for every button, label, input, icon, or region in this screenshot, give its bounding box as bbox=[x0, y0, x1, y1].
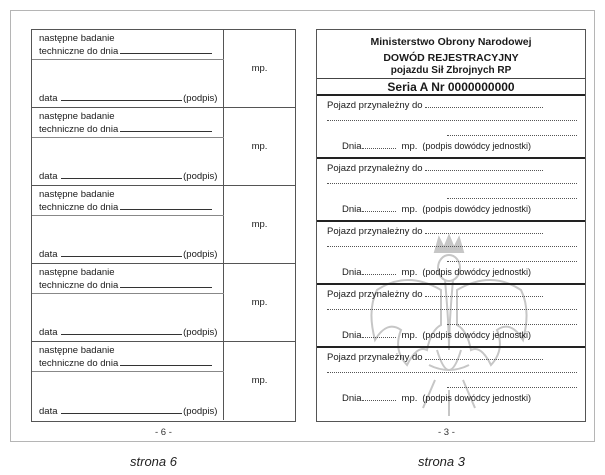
date-blank-line bbox=[120, 278, 212, 288]
page-3 bbox=[316, 29, 586, 422]
divider bbox=[32, 215, 224, 216]
inspection-label: następne badanie techniczne do dnia bbox=[39, 267, 224, 291]
dotted-line bbox=[327, 309, 577, 310]
vehicle-assignment-label: Pojazd przynależny do bbox=[327, 351, 543, 363]
stamp-place-label: mp. bbox=[251, 141, 268, 152]
signature-dotted-line bbox=[447, 387, 577, 388]
dotted-line bbox=[327, 372, 577, 373]
vehicle-assignment-section bbox=[317, 346, 585, 408]
date-stamp-signature-line: Dnia mp. (podpis dowódcy jednostki) bbox=[342, 393, 531, 404]
inspection-section bbox=[32, 30, 295, 108]
caption-page-6: strona 6 bbox=[130, 454, 177, 469]
divider bbox=[32, 293, 224, 294]
inspection-text-cell bbox=[32, 186, 224, 263]
inspection-section bbox=[32, 342, 295, 420]
signature-dotted-line bbox=[447, 261, 577, 262]
page-number-3: - 3 - bbox=[438, 427, 455, 438]
date-stamp-signature-line: Dnia mp. (podpis dowódcy jednostki) bbox=[342, 204, 531, 215]
divider bbox=[32, 59, 224, 60]
vehicle-assignment-section bbox=[317, 220, 585, 282]
date-signature-line: data (podpis) bbox=[39, 93, 218, 104]
inspection-label: następne badanie techniczne do dnia bbox=[39, 189, 224, 213]
page-6 bbox=[31, 29, 296, 422]
date-blank-line bbox=[120, 200, 212, 210]
date-stamp-signature-line: Dnia mp. (podpis dowódcy jednostki) bbox=[342, 267, 531, 278]
divider bbox=[32, 371, 224, 372]
inspection-label: następne badanie techniczne do dnia bbox=[39, 111, 224, 135]
ministry-title: Ministerstwo Obrony Narodowej bbox=[370, 36, 532, 48]
page-number-6: - 6 - bbox=[155, 427, 172, 438]
document-subtitle: pojazdu Sił Zbrojnych RP bbox=[390, 65, 512, 76]
inspection-label: następne badanie techniczne do dnia bbox=[39, 33, 224, 57]
inspection-text-cell bbox=[32, 30, 224, 107]
inspection-label: następne badanie techniczne do dnia bbox=[39, 345, 224, 369]
dotted-line bbox=[327, 246, 577, 247]
caption-page-3: strona 3 bbox=[418, 454, 465, 469]
signature-dotted-line bbox=[447, 198, 577, 199]
dotted-line bbox=[327, 120, 577, 121]
date-blank-line bbox=[120, 122, 212, 132]
inspection-section bbox=[32, 108, 295, 186]
divider bbox=[317, 78, 585, 79]
signature-dotted-line bbox=[447, 135, 577, 136]
inspection-text-cell bbox=[32, 108, 224, 185]
vehicle-assignment-section bbox=[317, 94, 585, 156]
inspection-text-cell bbox=[32, 342, 224, 420]
date-signature-line: data (podpis) bbox=[39, 171, 218, 182]
divider bbox=[32, 137, 224, 138]
vehicle-assignment-label: Pojazd przynależny do bbox=[327, 99, 543, 111]
vehicle-assignment-label: Pojazd przynależny do bbox=[327, 162, 543, 174]
vehicle-assignment-label: Pojazd przynależny do bbox=[327, 288, 543, 300]
inspection-text-cell bbox=[32, 264, 224, 341]
signature-dotted-line bbox=[447, 324, 577, 325]
inspection-section bbox=[32, 186, 295, 264]
dotted-line bbox=[327, 183, 577, 184]
stamp-place-label: mp. bbox=[251, 63, 268, 74]
stamp-place-label: mp. bbox=[251, 297, 268, 308]
stamp-place-label: mp. bbox=[251, 375, 268, 386]
date-stamp-signature-line: Dnia mp. (podpis dowódcy jednostki) bbox=[342, 141, 531, 152]
vehicle-assignment-section bbox=[317, 283, 585, 345]
vehicle-assignment-section bbox=[317, 157, 585, 219]
stamp-place-label: mp. bbox=[251, 219, 268, 230]
date-blank-line bbox=[120, 44, 212, 54]
date-signature-line: data (podpis) bbox=[39, 406, 218, 417]
date-signature-line: data (podpis) bbox=[39, 249, 218, 260]
series-number: Seria A Nr 0000000000 bbox=[387, 80, 515, 94]
date-blank-line bbox=[120, 356, 212, 366]
document-title: DOWÓD REJESTRACYJNY bbox=[383, 52, 519, 64]
vehicle-assignment-label: Pojazd przynależny do bbox=[327, 225, 543, 237]
inspection-section bbox=[32, 264, 295, 342]
date-signature-line: data (podpis) bbox=[39, 327, 218, 338]
date-stamp-signature-line: Dnia mp. (podpis dowódcy jednostki) bbox=[342, 330, 531, 341]
